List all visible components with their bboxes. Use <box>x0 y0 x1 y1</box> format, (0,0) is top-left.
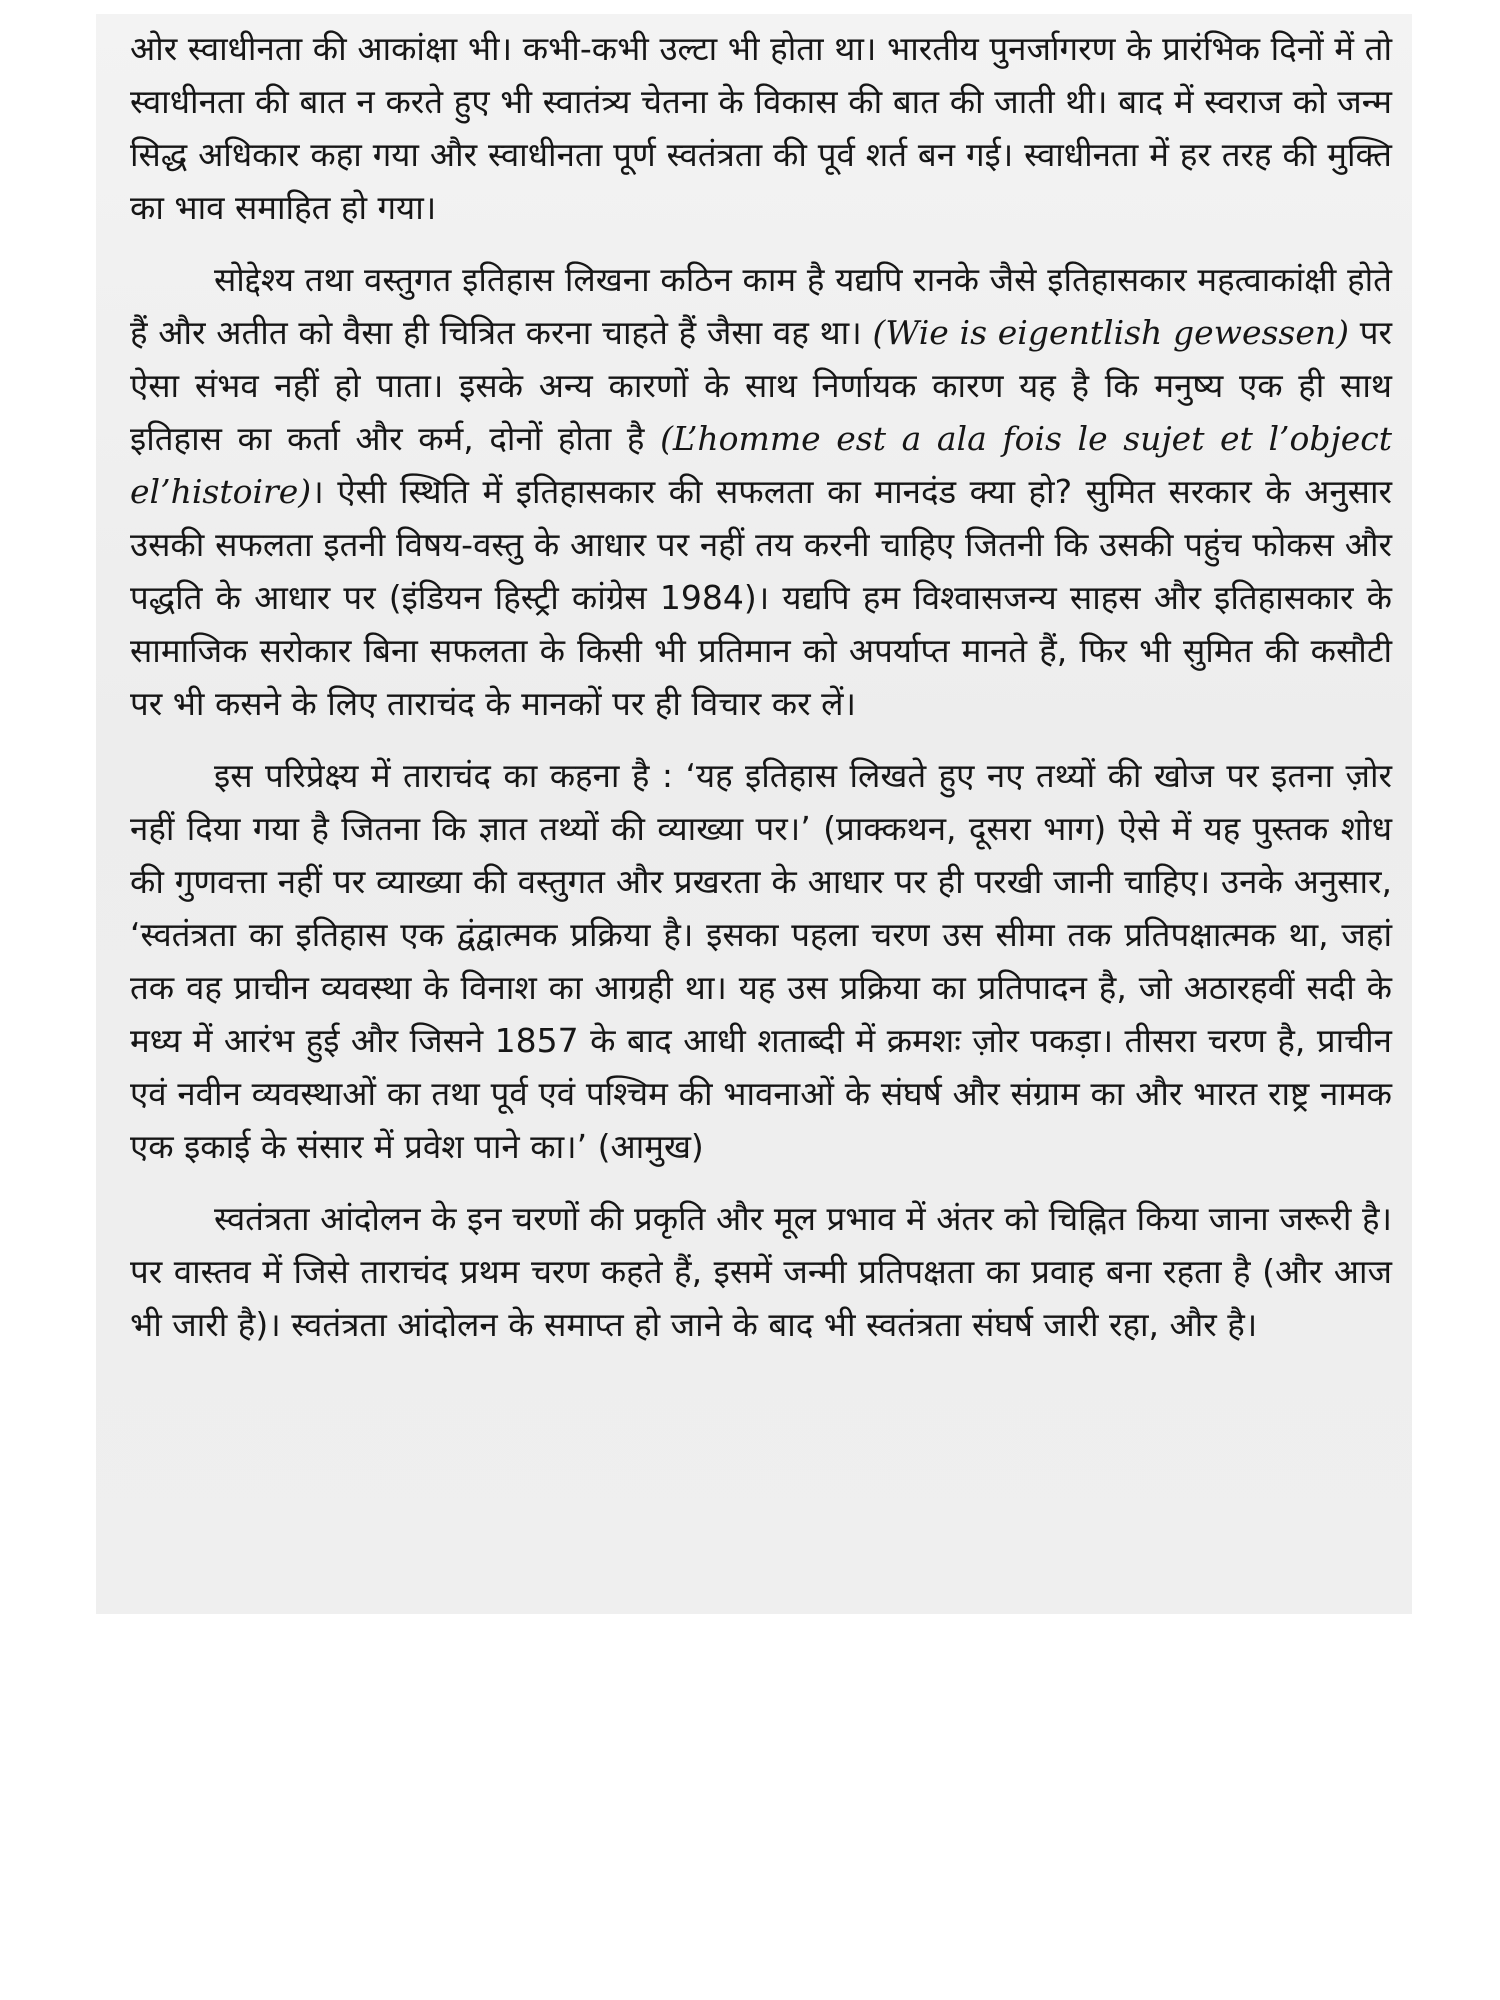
paragraph-4: स्वतंत्रता आंदोलन के इन चरणों की प्रकृति और मूल प्रभाव में अंतर को चिह्नित किया जाना जरूरी है। पर वास्तव में जिसे ताराचंद प्रथम चरण कहते हैं, इसमें जन्मी प्रतिपक्षता का प्रवाह बना रहता है (और आज भी जारी है)। स्वतंत्रता आंदोलन के समाप्त हो जाने के बाद भी स्वतंत्रता संघर्ष जारी रहा, और है। <box>130 1199 1392 1344</box>
french-quote-italic: (L’homme est a ala fois le sujet et l’object el’histoire) <box>130 419 1392 511</box>
paragraph-2 <box>130 253 1392 730</box>
paragraph-2-text-b: पर ऐसा संभव नहीं हो पाता। इसके अन्य कारणों के साथ निर्णायक कारण यह है कि मनुष्य एक ही साथ इतिहास का कर्ता और कर्म, दोनों होता है <box>130 313 1393 458</box>
german-quote-italic: (Wie is eigentlish gewessen) <box>872 313 1350 352</box>
paragraph-1: ओर स्वाधीनता की आकांक्षा भी। कभी-कभी उल्टा भी होता था। भारतीय पुनर्जागरण के प्रारंभिक दिनों में तो स्वाधीनता की बात न करते हुए भी स्वातंत्र्य चेतना के विकास की बात की जाती थी। बाद में स्वराज को जन्म सिद्ध अधिकार कहा गया और स्वाधीनता पूर्ण स्वतंत्रता की पूर्व शर्त बन गई। स्वाधीनता में हर तरह की मुक्ति का भाव समाहित हो गया। <box>130 29 1392 227</box>
document-body <box>130 22 1392 1370</box>
paragraph-2-text-a: सोद्देश्य तथा वस्तुगत इतिहास लिखना कठिन काम है यद्यपि रानके जैसे इतिहासकार महत्वाकांक्षी होते हैं और अतीत को वैसा ही चित्रित करना चाहते हैं जैसा वह था। <box>130 260 1392 352</box>
paragraph-3: इस परिप्रेक्ष्य में ताराचंद का कहना है : ‘यह इतिहास लिखते हुए नए तथ्यों की खोज पर इतना ज़ोर नहीं दिया गया है जितना कि ज्ञात तथ्यों की व्याख्या पर।’ (प्राक्कथन, दूसरा भाग) ऐसे में यह पुस्तक शोध की गुणवत्ता नहीं पर व्याख्या की वस्तुगत और प्रखरता के आधार पर ही परखी जानी चाहिए। उनके अनुसार, ‘स्वतंत्रता का इतिहास एक द्वंद्वात्मक प्रक्रिया है। इसका पहला चरण उस सीमा तक प्रतिपक्षात्मक था, जहां तक वह प्राचीन व्यवस्था के विनाश का आग्रही था। यह उस प्रक्रिया का प्रतिपादन है, जो अठारहवीं सदी के मध्य में आरंभ हुई और जिसने 1857 के बाद आधी शताब्दी में क्रमशः ज़ोर पकड़ा। तीसरा चरण है, प्राचीन एवं नवीन व्यवस्थाओं का तथा पूर्व एवं पश्चिम की भावनाओं के संघर्ष और संग्राम का और भारत राष्ट्र नामक एक इकाई के संसार में प्रवेश पाने का।’ (आमुख) <box>130 756 1392 1166</box>
paragraph-2-text-c: । ऐसी स्थिति में इतिहासकार की सफलता का मानदंड क्या हो? सुमित सरकार के अनुसार उसकी सफलता इतनी विषय-वस्तु के आधार पर नहीं तय करनी चाहिए जितनी कि उसकी पहुंच फोकस और पद्धति के आधार पर (इंडियन हिस्ट्री कांग्रेस 1984)। यद्यपि हम विश्वासजन्य साहस और इतिहासकार के सामाजिक सरोकार बिना सफलता के किसी भी प्रतिमान को अपर्याप्त मानते हैं, फिर भी सुमित की कसौटी पर भी कसने के लिए ताराचंद के मानकों पर ही विचार कर लें। <box>130 472 1392 723</box>
